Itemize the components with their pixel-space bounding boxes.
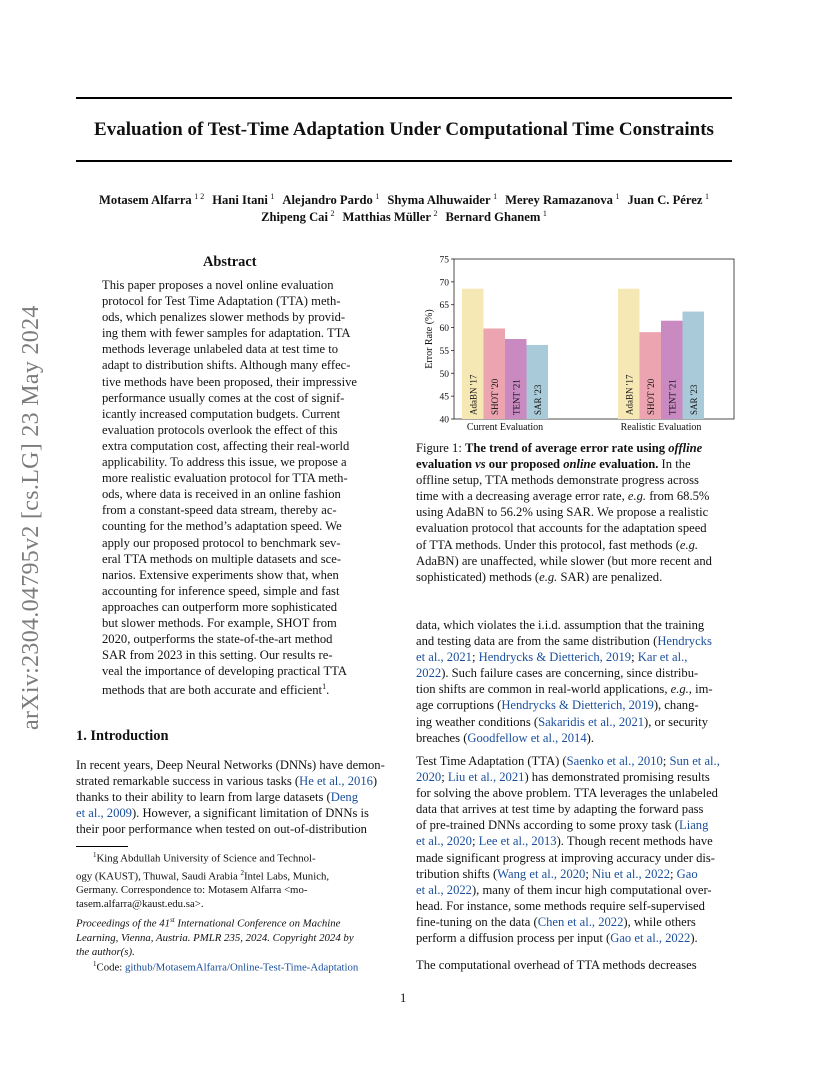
abstract-line: eral TTA methods on multiple datasets and sce- [102,551,342,566]
citation-link[interactable]: et al., 2009 [76,806,132,821]
footnote-line [76,883,392,897]
text-run: Figure 1: [416,441,465,455]
text-run: Test Time Adaptation (TTA) ( [416,754,567,768]
citation-link[interactable]: et al., 2021 [416,650,472,665]
text-run: ; [471,834,479,849]
abstract-line: SAR from 2023 in this setting. Our results re- [102,648,333,663]
italic-run: e.g. [627,489,647,504]
paragraph-line [416,714,732,730]
citation-link[interactable]: et al., 2022 [416,882,472,897]
caption-line [416,440,732,456]
citation-link[interactable]: Saenko et al., 2010 [566,754,663,768]
text-run: Intel Labs, Munich, [243,870,330,883]
abstract-line: performance usually comes at the cost of signif- [102,390,345,405]
text-run: Proceedings of the [76,917,160,930]
text-run: Germany. Correspondence to: Motasem Alfarra <mo- [76,884,308,897]
paragraph-line [416,817,732,833]
paragraph-line [416,898,732,914]
citation-link[interactable]: Wang et al., 2020 [497,866,586,881]
y-tick-label: 45 [439,392,449,403]
author-affiliation-mark: 1 [493,192,498,201]
abstract-line: 2020, outperforms the state-of-the-art method [102,632,333,647]
citation-link[interactable]: et al., 2020 [416,834,472,849]
text-run: King Abdullah University of Science and Technol- [96,852,316,865]
paragraph-line [416,850,732,866]
title-bottom-rule [76,160,732,162]
italic-run: e.g. [539,569,558,584]
citation-link[interactable]: Gao et al., 2022 [610,931,691,946]
proceedings-line [76,913,392,931]
text-run: The computational overhead of TTA methods decreases [416,958,697,972]
text-run: ), many of them incur high computational over- [471,882,712,897]
caption-line [416,569,732,585]
paragraph-line [416,930,732,946]
affiliation-footnote [76,848,392,911]
text-run: time with a decreasing average error rate, [416,489,628,504]
text-run: Learning, Vienna, Austria. PMLR 235, 2024. Copyright 2024 by [76,931,354,944]
proceedings-note [76,913,392,959]
abstract-line: veal the importance of developing practical TTA [102,664,347,679]
text-run: data that arrives at test time by adapting the forward pass [416,802,704,817]
text-run: ; [441,770,448,785]
intro-line [76,773,392,789]
abstract-line: extra computation cost, affecting their real-world [102,438,350,453]
footnote-mark: 1 [322,682,327,692]
author-affiliation-mark: 1 [704,192,709,201]
author-affiliation-mark: 1 [375,192,380,201]
text-run: thanks to their ability to learn from large datasets ( [76,790,331,805]
text-run: ). Though recent methods have [556,834,713,849]
caption-line [416,504,732,520]
citation-link[interactable]: Hendrycks [657,634,712,649]
abstract-body [102,277,365,698]
superscript: 2 [240,868,244,877]
abstract-line: methods that are both accurate and efficient$^1$. [102,682,330,698]
caption-line [416,456,732,472]
intro-line [76,789,392,805]
text-run: of pre-trained DNNs according to some proxy task ( [416,818,679,833]
text-run: ). [586,730,594,745]
bar-series-label: TENT '21 [511,379,522,415]
author [505,193,619,207]
author-affiliation-mark: 2 [433,209,438,218]
citation-link[interactable]: Goodfellow et al., 2014 [467,730,587,745]
bold-italic-run: offline [668,441,703,455]
introduction-paragraph [76,757,392,837]
paragraph-line [416,617,732,633]
bar-series-label: SAR '23 [688,384,699,415]
section-heading-introduction: 1. Introduction [76,728,169,744]
text-run: of TTA methods. Under this protocol, fast methods ( [416,537,680,552]
caption-line [416,553,732,569]
text-run: ; [670,866,677,881]
text-run: ), chang- [653,698,699,713]
author-name: Merey Ramazanova [505,193,613,208]
author-name: Juan C. Pérez [627,193,703,208]
text-run: ; [585,866,592,881]
paragraph-line [416,914,732,930]
y-tick-label: 70 [439,278,449,289]
text-run: ogy (KAUST), Thuwal, Saudi Arabia [76,870,241,883]
text-run: head. For instance, some methods require self-supervised [416,898,705,913]
text-run: ; [471,650,479,665]
text-run: In the [658,457,691,472]
abstract-line: ods, where data is received in an online fashion [102,487,341,502]
italic-run: e.g., [670,682,692,697]
author-list-row-2 [60,209,748,225]
text-run: ). [690,931,698,946]
text-run: ). However, a significant limitation of DNNs is [131,806,369,821]
author-affiliation-mark: 1 2 [194,192,205,201]
abstract-line: counting for the method’s adaptation speed. We [102,519,342,534]
abstract-line: accounting for inference speed, simple and fast [102,583,340,598]
paragraph-line [416,801,732,817]
author-name: Hani Itani [212,193,268,208]
italic-run: 41 [159,917,171,930]
text-run: ) [372,774,378,789]
title-top-rule [76,97,732,99]
y-tick-label: 75 [439,255,449,266]
bar-series-label: SHOT '20 [645,378,656,415]
text-run: ), while others [623,914,696,929]
text-run: data, which violates the i.i.d. assumption that the training [416,618,705,632]
paragraph-line [416,633,732,649]
intro-line [76,805,392,821]
author [99,193,204,207]
bold-italic-run: vs [475,457,486,472]
intro-line [76,821,392,837]
page-number: 1 [400,991,407,1005]
italic-run: e.g. [679,537,699,552]
author-affiliation-mark: 1 [542,209,547,218]
author-name: Motasem Alfarra [99,193,192,208]
abstract-line: more realistic evaluation protocol for TTA meth- [102,471,348,486]
paragraph-line [416,753,732,769]
abstract-line: ing them with fewer samples for adaptation. TTA [102,326,351,341]
text-run: using AdaBN to 56.2% using SAR. We propose a realistic [416,505,709,520]
y-tick-label: 40 [439,415,449,426]
citation-link[interactable]: Sakaridis et al., 2021 [538,714,645,729]
bold-run: evaluation. [596,457,659,472]
text-run: evaluation protocol that accounts for the adaptation speed [416,521,707,536]
abstract-line: from a constant-speed data stream, thereby ac- [102,503,337,518]
y-axis-label: Error Rate (%) [424,309,435,369]
code-footnote [93,957,358,975]
abstract-heading: Abstract [203,254,257,270]
caption-line [416,537,732,553]
author [387,193,497,207]
bar-series-label: TENT '21 [667,379,678,415]
citation-link[interactable]: Niu et al., 2022 [592,866,670,881]
citation-link[interactable]: Liu et al., 2021 [447,770,525,785]
paragraph-line [416,785,732,801]
text-run: from 68.5% [646,489,710,504]
paragraph-line [416,665,732,681]
x-group-label: Current Evaluation [466,422,544,433]
text-run: sophisticated) methods ( [416,569,540,584]
text-run: ; [631,650,638,665]
paper-title: Evaluation of Test-Time Adaptation Under Computational Time Constraints [94,119,714,140]
text-run: tion shifts are common in real-world applications, [416,682,671,697]
text-run: tasem.alfarra@kaust.edu.sa>. [76,898,204,911]
author [282,193,379,207]
intro-paragraph-right-2 [416,753,732,946]
text-run: im- [691,682,713,697]
text-run: ing weather conditions ( [416,714,539,729]
caption-line [416,472,732,488]
footnote-line [76,897,392,911]
citation-link[interactable]: Lee et al., 2013 [478,834,557,849]
abstract-line: ods, which penalizes slower methods by provid- [102,310,346,325]
citation-link[interactable]: Hendrycks & Dietterich, 2019 [478,650,632,665]
author-name: Matthias Müller [342,210,431,225]
text-run: ). Such failure cases are concerning, since distribu- [441,666,699,681]
y-tick-label: 65 [439,301,449,312]
text-run: and testing data are from the same distribution ( [416,634,658,649]
superscript: 1 [93,851,97,859]
author-affiliation-mark: 1 [270,192,275,201]
paragraph-line [416,769,732,785]
author [212,193,274,207]
figure-1-caption [416,440,732,585]
text-run: age corruptions ( [416,698,502,713]
paragraph-line [416,697,732,713]
arxiv-margin-identifier: arXiv:2304.04795v2 [cs.LG] 23 May 2024 [18,305,44,730]
text-run: In recent years, Deep Neural Networks (DNNs) have demon- [76,758,385,772]
citation-link[interactable]: 2020 [416,770,442,785]
bold-run: evaluation [416,457,476,472]
abstract-line: adapt to distribution shifts. Although many effec- [102,358,351,373]
citation-link[interactable]: Hendrycks & Dietterich, 2019 [501,698,654,713]
text-run: breaches ( [416,730,468,745]
abstract-line: approaches can outperform more sophisticated [102,599,337,614]
footnote-mark: 1 [93,960,97,968]
bold-run: The trend of average error rate using [464,441,669,455]
text-run: for solving the above problem. TTA leverages the unlabeled [416,786,718,801]
code-label: Code: [96,961,125,974]
author [627,193,709,207]
text-run: made significant progress at improving accuracy under dis- [416,850,716,865]
citation-link[interactable]: Chen et al., 2022 [537,914,624,929]
text-run: fine-tuning on the data ( [416,914,538,929]
text-run: SAR) are penalized. [557,569,663,584]
text-run: tribution shifts ( [416,866,498,881]
text-run: the author(s). [76,945,135,958]
text-run: ), or security [644,714,709,729]
bar-series-label: SHOT '20 [489,378,500,415]
abstract-line: apply our proposed protocol to benchmark sev- [102,535,341,550]
abstract-line: methods leverage unlabeled data at test time to [102,342,339,357]
bar-series-label: AdaBN '17 [624,374,635,415]
paragraph-line [416,833,732,849]
paragraph-line [416,649,732,665]
abstract-line: narios. Extensive experiments show that, when [102,567,339,582]
bar-series-label: SAR '23 [532,384,543,415]
paragraph-line [416,681,732,697]
text-run: ; [662,754,670,768]
author-name: Bernard Ghanem [445,210,541,225]
figure-1-bar-chart [416,252,736,437]
y-tick-label: 60 [439,324,449,335]
author-name: Shyma Alhuwaider [387,193,491,208]
paragraph-line [416,730,732,746]
x-group-label: Realistic Evaluation [620,422,702,433]
author-affiliation-mark: 2 [330,209,335,218]
footnote-line [76,848,392,866]
intro-paragraph-right-1 [416,617,732,746]
text-run: International Conference on Machine [174,917,341,930]
y-tick-label: 50 [439,369,449,380]
text-run: AdaBN) are unaffected, while slower (but more recent and [416,553,712,568]
author-affiliation-mark: 1 [615,192,620,201]
author [261,210,334,224]
author [343,210,438,224]
text-run: ) has demonstrated promising results [524,770,710,785]
footnote-rule [76,846,128,847]
intro-line [76,757,392,773]
citation-link[interactable]: He et al., 2016 [299,774,373,789]
bold-run: our proposed [485,457,564,472]
abstract-line: but slower methods. For example, SHOT from [102,615,337,630]
abstract-line: protocol for Test Time Adaptation (TTA) meth- [102,294,341,309]
citation-link[interactable]: Sun et al., [669,754,720,768]
proceedings-line [76,931,392,945]
code-repository-link[interactable]: github/MotasemAlfarra/Online-Test-Time-Adaptation [125,961,359,974]
author [446,210,547,224]
y-tick-label: 55 [439,346,449,357]
text-run: offline setup, TTA methods demonstrate progress across [416,473,699,488]
author-name: Zhipeng Cai [261,210,328,225]
sentence-end: . [326,683,330,698]
abstract-line: This paper proposes a novel online evaluation [102,278,334,292]
paragraph-line [416,957,732,973]
footnote-line [76,866,392,884]
caption-line [416,520,732,536]
abstract-line: icantly increased computation budgets. Current [102,406,341,421]
author-name: Alejandro Pardo [282,193,373,208]
abstract-line: tive methods have been proposed, their impressive [102,374,357,389]
citation-link[interactable]: Kar et al., [637,650,688,665]
text-run: their poor performance when tested on out-of-distribution [76,822,367,837]
text-run: strated remarkable success in various tasks ( [76,774,300,789]
bar-series-label: AdaBN '17 [468,374,479,415]
text-run: perform a diffusion process per input ( [416,931,611,946]
caption-line [416,488,732,504]
citation-link[interactable]: Deng [330,790,358,805]
superscript: st [170,916,175,924]
citation-link[interactable]: 2022 [416,666,442,681]
citation-link[interactable]: Liang [679,818,709,833]
bold-italic-run: online [563,457,597,472]
abstract-line: applicability. To address this issue, we propose a [102,455,347,470]
paragraph-line [416,882,732,898]
intro-paragraph-right-3 [416,957,732,973]
paragraph-line [416,866,732,882]
author-list-row-1 [60,192,748,208]
citation-link[interactable]: Gao [676,866,698,881]
abstract-line: evaluation protocols overlook the effect of this [102,422,338,437]
